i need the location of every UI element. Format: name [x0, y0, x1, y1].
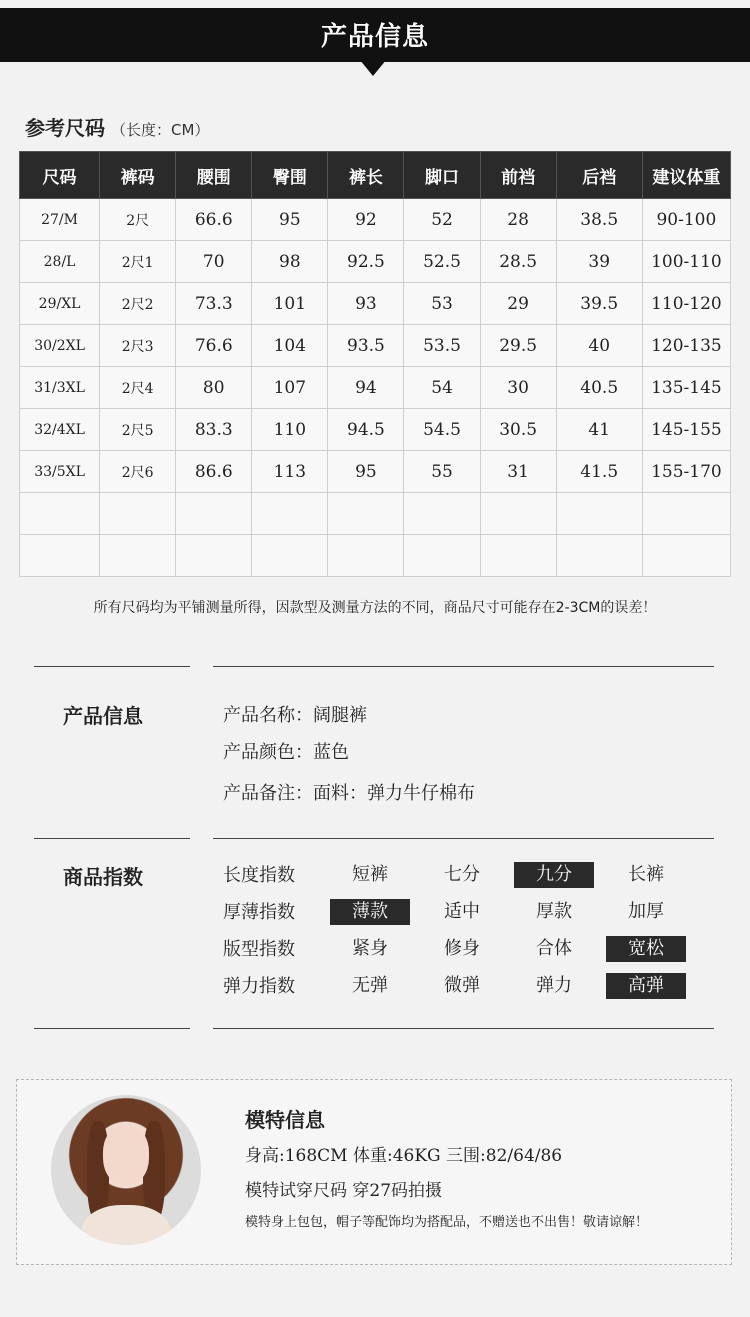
size-table-cell: [20, 535, 100, 577]
divider: [213, 1028, 714, 1029]
size-table-cell: [328, 493, 404, 535]
index-option-selected: 高弹: [606, 973, 686, 999]
size-table-cell: 53.5: [404, 325, 480, 367]
size-table-cell: [642, 493, 730, 535]
size-section-title: 参考尺码: [25, 116, 105, 140]
size-table-cell: 2尺2: [100, 283, 176, 325]
size-table-cell: 110-120: [642, 283, 730, 325]
table-row: [20, 367, 731, 409]
table-row: [20, 493, 731, 535]
size-table-cell: 54: [404, 367, 480, 409]
size-table-header-cell: 建议体重: [642, 152, 730, 199]
size-disclaimer: 所有尺码均为平铺测量所得，因款型及测量方法的不同，商品尺寸可能存在2-3CM的误差！: [93, 600, 657, 616]
size-table-cell: 52: [404, 199, 480, 241]
size-table-cell: 29: [480, 283, 556, 325]
index-label: 弹力指数: [223, 976, 295, 997]
table-row: [20, 409, 731, 451]
size-table-cell: 40: [556, 325, 642, 367]
index-option: 微弹: [444, 975, 480, 996]
table-row: [20, 325, 731, 367]
size-table-cell: 52.5: [404, 241, 480, 283]
size-table-cell: 83.3: [176, 409, 252, 451]
size-table-cell: 135-145: [642, 367, 730, 409]
size-table-cell: 39: [556, 241, 642, 283]
size-table-cell: 31/3XL: [20, 367, 100, 409]
product-index-title: 商品指数: [63, 865, 143, 889]
size-table-cell: 2尺: [100, 199, 176, 241]
size-table-cell: 120-135: [642, 325, 730, 367]
size-table-cell: 54.5: [404, 409, 480, 451]
size-table-cell: 101: [252, 283, 328, 325]
size-table-header-cell: 裤码: [100, 152, 176, 199]
size-table-cell: 32/4XL: [20, 409, 100, 451]
size-table-cell: 86.6: [176, 451, 252, 493]
size-table: [19, 151, 731, 577]
index-option-selected: 九分: [514, 862, 594, 888]
size-table-cell: 31: [480, 451, 556, 493]
index-option: 适中: [444, 901, 480, 922]
size-table-cell: [556, 535, 642, 577]
size-table-cell: 104: [252, 325, 328, 367]
size-table-cell: 27/M: [20, 199, 100, 241]
size-table-cell: 110: [252, 409, 328, 451]
size-table-cell: [404, 493, 480, 535]
size-table-cell: 70: [176, 241, 252, 283]
size-table-cell: 100-110: [642, 241, 730, 283]
size-table-cell: 53: [404, 283, 480, 325]
table-row: [20, 451, 731, 493]
size-table-cell: 95: [252, 199, 328, 241]
size-table-cell: 28/L: [20, 241, 100, 283]
size-table-cell: 29/XL: [20, 283, 100, 325]
size-table-cell: 41.5: [556, 451, 642, 493]
size-table-cell: 98: [252, 241, 328, 283]
size-table-cell: 66.6: [176, 199, 252, 241]
size-table-cell: 29.5: [480, 325, 556, 367]
index-label: 厚薄指数: [223, 902, 295, 923]
size-table-cell: [100, 535, 176, 577]
size-section-heading: [25, 112, 209, 141]
index-option: 紧身: [352, 938, 388, 959]
size-table-header-cell: 臀围: [252, 152, 328, 199]
size-table-cell: 73.3: [176, 283, 252, 325]
size-table-cell: 145-155: [642, 409, 730, 451]
size-table-cell: [480, 493, 556, 535]
product-name: 产品名称：阔腿裤: [223, 705, 367, 726]
model-size-worn: 模特试穿尺码 穿27码拍摄: [245, 1181, 443, 1201]
size-table-cell: [556, 493, 642, 535]
size-table-header-cell: 前裆: [480, 152, 556, 199]
size-table-cell: 55: [404, 451, 480, 493]
size-table-cell: 28: [480, 199, 556, 241]
size-table-cell: [252, 535, 328, 577]
size-table-cell: 93: [328, 283, 404, 325]
index-option: 弹力: [536, 975, 572, 996]
size-table-cell: 94.5: [328, 409, 404, 451]
divider: [213, 838, 714, 839]
size-table-cell: 155-170: [642, 451, 730, 493]
index-option: 短裤: [352, 864, 388, 885]
index-option: 无弹: [352, 975, 388, 996]
banner-arrow: [355, 54, 391, 76]
size-table-cell: 41: [556, 409, 642, 451]
size-table-header-cell: 腰围: [176, 152, 252, 199]
size-table-cell: 76.6: [176, 325, 252, 367]
table-row: [20, 283, 731, 325]
size-table-cell: 113: [252, 451, 328, 493]
divider: [34, 838, 190, 839]
size-table-cell: 38.5: [556, 199, 642, 241]
size-table-cell: 39.5: [556, 283, 642, 325]
size-table-cell: 2尺5: [100, 409, 176, 451]
size-table-cell: [404, 535, 480, 577]
index-option: 加厚: [628, 901, 664, 922]
product-remark: 产品备注：面料：弹力牛仔棉布: [223, 783, 475, 804]
size-table-cell: 93.5: [328, 325, 404, 367]
size-table-cell: 107: [252, 367, 328, 409]
size-table-cell: [252, 493, 328, 535]
table-row: [20, 535, 731, 577]
size-table-cell: [642, 535, 730, 577]
size-table-cell: 28.5: [480, 241, 556, 283]
product-color: 产品颜色：蓝色: [223, 742, 349, 763]
model-stats: 身高:168CM 体重:46KG 三围:82/64/86: [245, 1146, 563, 1166]
index-option: 七分: [444, 864, 480, 885]
size-table-cell: [100, 493, 176, 535]
size-table-header: [20, 152, 731, 199]
size-table-cell: 30.5: [480, 409, 556, 451]
model-note: 模特身上包包，帽子等配饰均为搭配品，不赠送也不出售！敬请谅解！: [245, 1215, 649, 1230]
size-table-cell: [480, 535, 556, 577]
size-table-header-cell: 尺码: [20, 152, 100, 199]
divider: [34, 666, 190, 667]
size-table-cell: [176, 493, 252, 535]
divider: [34, 1028, 190, 1029]
index-option-selected: 宽松: [606, 936, 686, 962]
size-table-cell: 30: [480, 367, 556, 409]
size-table-cell: 2尺4: [100, 367, 176, 409]
size-table-header-cell: 后裆: [556, 152, 642, 199]
table-row: [20, 241, 731, 283]
index-option: 厚款: [536, 901, 572, 922]
product-info-title: 产品信息: [63, 704, 143, 728]
size-table-cell: 2尺3: [100, 325, 176, 367]
index-option: 长裤: [628, 864, 664, 885]
index-label: 长度指数: [223, 865, 295, 886]
size-table-cell: [328, 535, 404, 577]
size-table-cell: 30/2XL: [20, 325, 100, 367]
size-table-cell: 92.5: [328, 241, 404, 283]
size-table-cell: [176, 535, 252, 577]
table-row: [20, 199, 731, 241]
index-label: 版型指数: [223, 939, 295, 960]
size-table-cell: 90-100: [642, 199, 730, 241]
model-info-title: 模特信息: [245, 1108, 325, 1132]
model-photo: [51, 1095, 201, 1245]
size-unit-note: （长度：CM）: [111, 121, 210, 139]
size-table-cell: 92: [328, 199, 404, 241]
divider: [213, 666, 714, 667]
size-table-cell: 40.5: [556, 367, 642, 409]
size-table-header-cell: 脚口: [404, 152, 480, 199]
index-option: 修身: [444, 938, 480, 959]
banner-title: 产品信息: [320, 22, 429, 52]
size-table-cell: 2尺6: [100, 451, 176, 493]
size-table-header-cell: 裤长: [328, 152, 404, 199]
size-table-cell: 94: [328, 367, 404, 409]
size-table-cell: [20, 493, 100, 535]
size-table-cell: 80: [176, 367, 252, 409]
size-table-cell: 33/5XL: [20, 451, 100, 493]
size-table-cell: 2尺1: [100, 241, 176, 283]
index-option-selected: 薄款: [330, 899, 410, 925]
size-table-cell: 95: [328, 451, 404, 493]
index-option: 合体: [536, 938, 572, 959]
